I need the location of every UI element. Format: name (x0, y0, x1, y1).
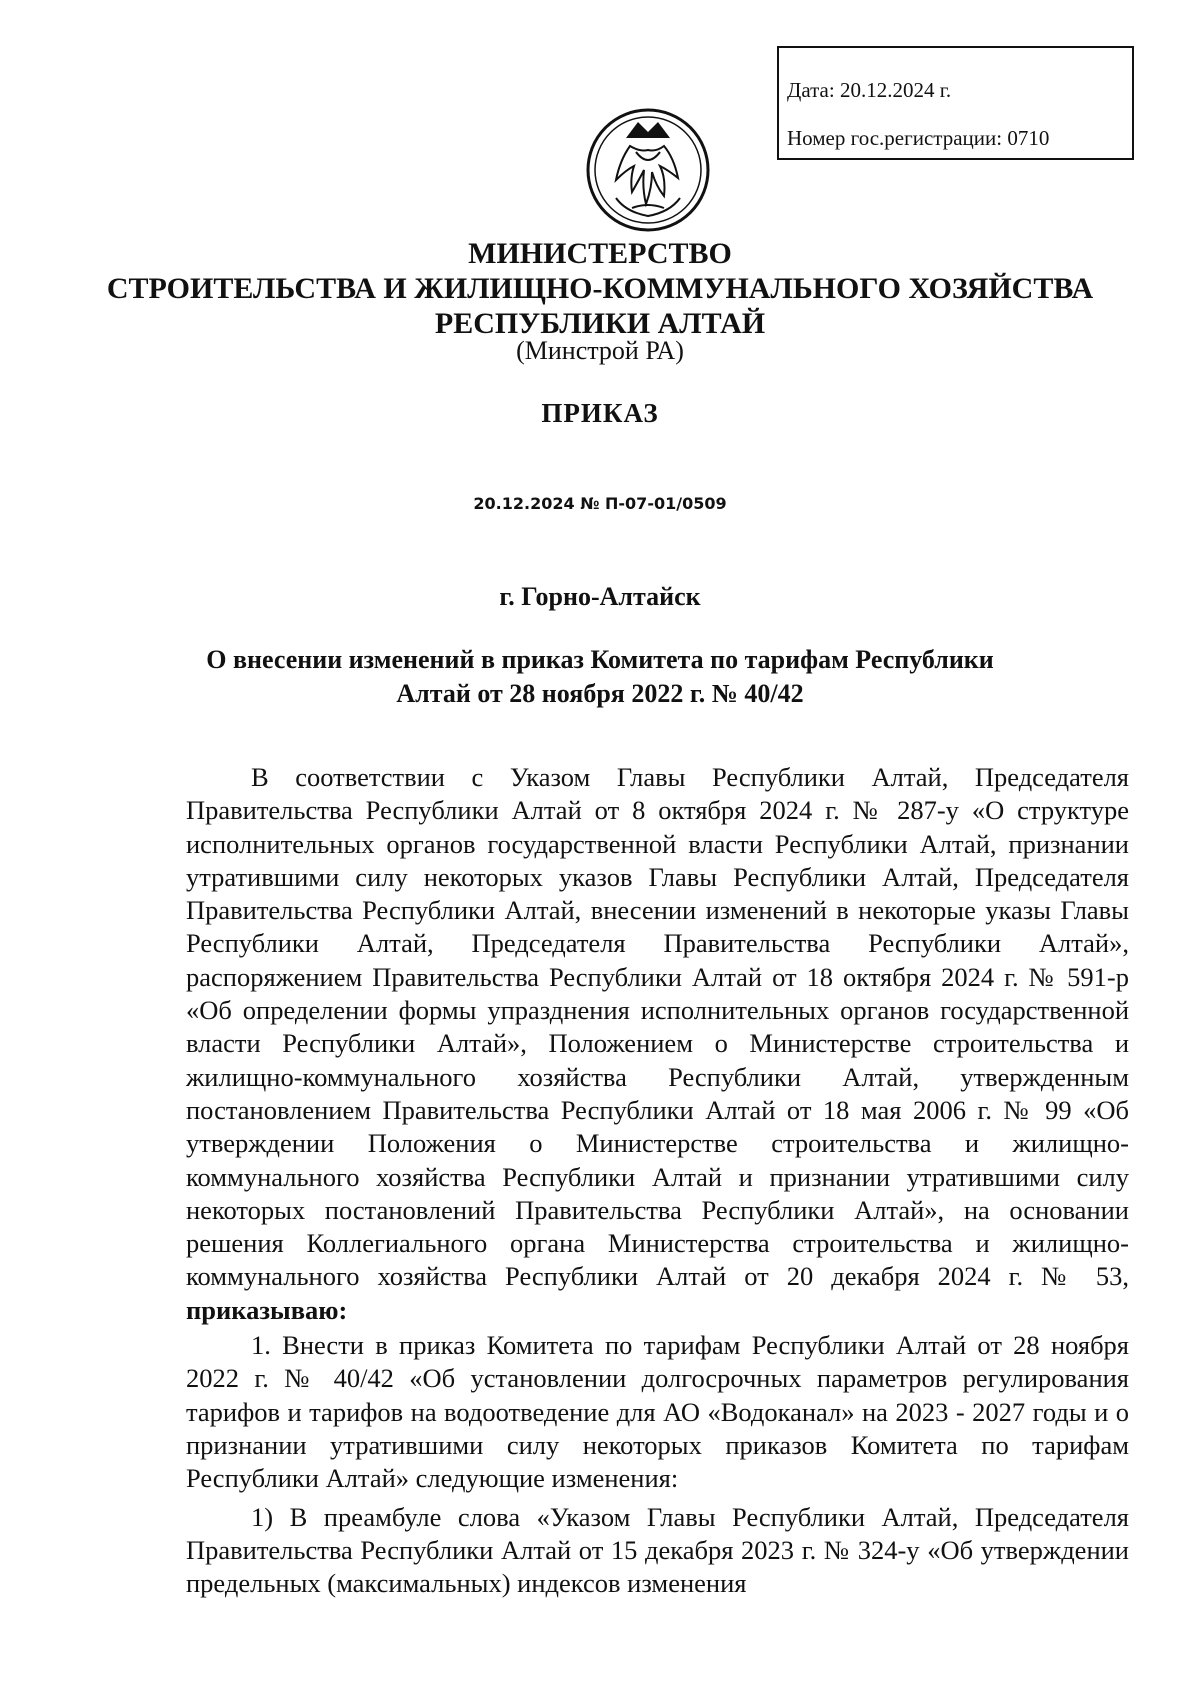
preamble-text: В соответствии с Указом Главы Республики Алтай, Председателя Правительства Республики Алтай от 8 октября 2024 г. № 287-у «О структуре исполнительных органов государственной власти Республики Алтай, признании утратившими силу некоторых указов Главы Республики Алтай, Председателя Правительства Республики Алтай, внесении изменений в некоторые указы Главы Республики Алтай, Председателя Правительства Республики Алтай», распоряжением Правительства Республики Алтай от 18 октября 2024 г. № 591-р «Об определении формы упразднения исполнительных органов государственной власти Республики Алтай», Положением о Министерстве строительства и жилищно-коммунального хозяйства Республики Алтай, утвержденным постановлением Правительства Республики Алтай от 18 мая 2006 г. № 99 «Об утверждении Положения о Министерстве строительства и жилищно-коммунального хозяйства Республики Алтай и признании утратившими силу некоторых постановлений Правительства Республики Алтай», на основании решения Коллегиального органа Министерства строительства и жилищно-коммунального хозяйства Республики Алтай от 20 декабря 2024 г. № 53, (186, 762, 1129, 1292)
city: г. Горно-Алтайск (499, 582, 701, 611)
registration-number: Номер гос.регистрации: 0710 (787, 126, 1050, 150)
order-number: 20.12.2024 № П-07-01/0509 (473, 494, 727, 513)
paragraph-subitem-1: 1) В преамбуле слова «Указом Главы Республики Алтай, Председателя Правительства Республики Алтай от 15 декабря 2023 г. № 324-у «Об утверждении предельных (максимальных) индексов изменения (186, 1501, 1129, 1599)
ministry-title-line1: МИНИСТЕРСТВО (468, 237, 732, 270)
paragraph-item-1: 1. Внести в приказ Комитета по тарифам Республики Алтай от 28 ноября 2022 г. № 40/42 «Об установлении долгосрочных параметров регулирования тарифов и тарифов на водоотведение для АО «Водоканал» на 2023 - 2027 годы и о признании утратившими силу некоторых приказов Комитета по тарифам Республики Алтай» следующие изменения: (186, 1330, 1129, 1494)
registration-stamp (777, 46, 1134, 160)
subject-line2: Алтай от 28 ноября 2022 г. № 40/42 (396, 679, 804, 708)
document-type: ПРИКАЗ (541, 398, 659, 428)
registration-date: Дата: 20.12.2024 г. (787, 78, 952, 102)
altai-republic-coat-of-arms-icon (586, 108, 710, 232)
subject-line1: О внесении изменений в приказ Комитета по тарифам Республики (206, 645, 994, 674)
ministry-short-name: (Минстрой РА) (516, 336, 684, 365)
document-subject (0, 643, 1200, 711)
ministry-title-line2: СТРОИТЕЛЬСТВА И ЖИЛИЩНО-КОММУНАЛЬНОГО ХОЗЯЙСТВА (106, 272, 1094, 305)
order-verb: приказываю: (186, 1294, 348, 1325)
paragraph-preamble (186, 761, 1129, 1327)
document-body (186, 761, 1129, 1600)
ministry-title (0, 236, 1200, 341)
ministry-title-line3: РЕСПУБЛИКИ АЛТАЙ (434, 307, 766, 340)
